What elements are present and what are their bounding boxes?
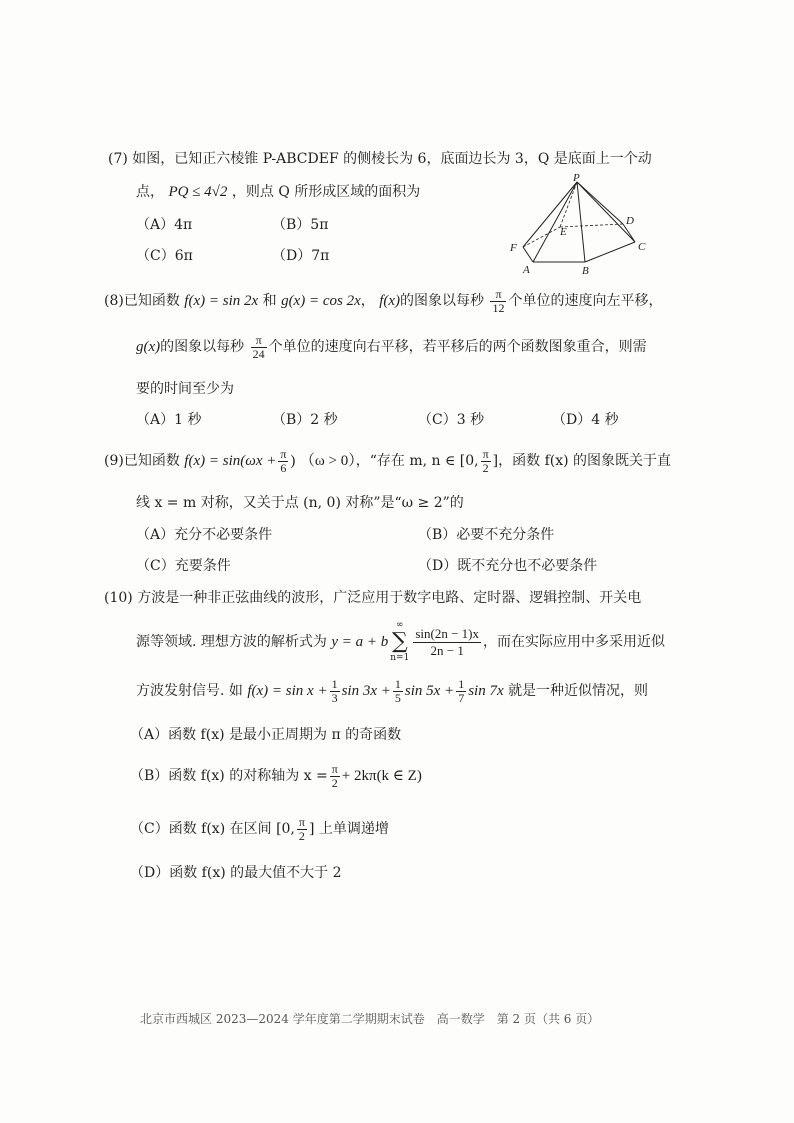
q10-line3	[136, 677, 648, 705]
q7-option-a: （A）4π	[136, 217, 193, 233]
q10-line2	[136, 620, 665, 664]
q8-text2b: 个单位的速度向右平移，若平移后的两个函数图象重合，则需	[268, 339, 647, 355]
q10-c2-num: 1	[394, 676, 401, 691]
q7-condition: PQ ≤ 4√2	[168, 184, 228, 200]
q10-c1-den: 3	[331, 690, 338, 705]
q8-text1a: 已知函数	[123, 293, 180, 309]
q10-t3: sin 7x	[468, 683, 504, 699]
q8-g-name: g(x)	[136, 339, 161, 355]
q8-frac1-den: 12	[492, 300, 505, 315]
q10-line1	[104, 589, 641, 607]
label-p: P	[573, 172, 580, 184]
q8-frac1	[490, 288, 506, 315]
q9-frac2-den: 2	[482, 460, 489, 475]
q10-c2-den: 5	[394, 690, 401, 705]
q10-option-a: （A）函数 f(x) 是最小正周期为 π 的奇函数	[130, 727, 402, 743]
q10-sum	[390, 620, 409, 664]
q10-option-c-den: 2	[298, 828, 305, 843]
q10-c1	[330, 678, 340, 705]
q9-text2: 线 x = m 对称，又关于点 (n, 0) 对称”是“ω ≥ 2”的	[136, 495, 464, 511]
label-e: E	[560, 226, 567, 238]
q9-text1b: ，“存在 m, n ∈ [0,	[355, 453, 479, 469]
q9-number: (9)	[104, 453, 124, 469]
q9-frac1-den: 6	[280, 460, 287, 475]
q10-option-b-text: （B）函数 f(x) 的对称轴为 x =	[130, 768, 328, 784]
q7-text2a: 点，	[136, 184, 164, 200]
q8-number: (8)	[104, 293, 124, 309]
q9-text1c: ]，函数 f(x) 的图象既关于直	[492, 453, 672, 469]
q10-sum-symbol: ∑	[391, 629, 408, 654]
q10-formula-num: sin(2n − 1)x	[415, 625, 480, 641]
q10-option-c-tail: ] 上单调递增	[308, 821, 389, 837]
q8-text3: 要的时间至少为	[136, 381, 234, 397]
q9-option-b: （B）必要不充分条件	[418, 527, 555, 543]
q10-t1: sin 3x +	[341, 683, 391, 699]
q10-text2a: 源等领域. 理想方波的解析式为	[136, 634, 327, 650]
q8-option-c: （C）3 秒	[418, 412, 485, 428]
q8-text1c: ，	[360, 293, 375, 309]
q9-f-close: )	[290, 453, 296, 469]
q10-sum-top: ∞	[396, 620, 404, 630]
q7-option-d: （D）7π	[272, 248, 330, 264]
q10-option-b-tail: + 2kπ(k ∈ Z)	[341, 768, 422, 784]
q8-option-a: （A）1 秒	[136, 412, 202, 428]
q9-line1	[104, 447, 671, 475]
q7-text1: 如图，已知正六棱锥 P-ABCDEF 的侧棱长为 6，底面边长为 3，Q 是底面上一个动	[132, 151, 652, 167]
q10-option-c	[130, 815, 389, 843]
q10-option-b-frac	[330, 763, 340, 790]
q9-option-c: （C）充要条件	[136, 558, 231, 574]
q9-cond: （ω > 0）	[299, 453, 356, 469]
q8-frac2-num: π	[251, 334, 267, 348]
label-f: F	[510, 242, 517, 254]
q10-c1-num: 1	[331, 676, 338, 691]
pyramid-figure	[505, 172, 650, 280]
q10-option-b	[130, 762, 422, 790]
q8-option-d: （D）4 秒	[552, 412, 619, 428]
q10-option-d: （D）函数 f(x) 的最大值不大于 2	[130, 865, 342, 881]
q7-text2b: ，则点 Q 所形成区域的面积为	[231, 184, 421, 200]
q8-g-def: g(x) = cos 2x	[281, 293, 361, 309]
q8-text1e: 个单位的速度向左平移，	[508, 293, 663, 309]
q8-frac1-num: π	[490, 288, 506, 302]
q10-formula-lhs: y = a + b	[331, 634, 389, 650]
label-c: C	[638, 241, 646, 253]
q8-f-def: f(x) = sin 2x	[184, 293, 259, 309]
q10-option-b-den: 2	[331, 775, 338, 790]
q10-formula-den: 2n − 1	[430, 642, 464, 658]
q8-option-b: （B）2 秒	[272, 412, 338, 428]
label-a: A	[523, 264, 530, 276]
q7-line1	[108, 150, 652, 168]
q9-frac2	[481, 448, 491, 475]
q10-option-c-num: π	[298, 814, 305, 829]
label-b: B	[582, 265, 589, 277]
q9-frac1-num: π	[280, 446, 287, 461]
q10-option-c-frac	[297, 816, 307, 843]
label-d: D	[626, 215, 634, 227]
q8-line1	[104, 287, 662, 315]
q8-line2	[136, 333, 647, 361]
q10-text3b: 就是一种近似情况，则	[508, 683, 649, 699]
q8-frac2	[251, 334, 267, 361]
q9-frac1	[278, 448, 288, 475]
q7-number: (7)	[108, 151, 128, 167]
q10-text1: 方波是一种非正弦曲线的波形，广泛应用于数字电路、定时器、逻辑控制、开关电	[137, 590, 642, 606]
q10-option-b-num: π	[331, 761, 338, 776]
q8-frac2-den: 24	[252, 346, 265, 361]
q7-option-b: （B）5π	[272, 217, 329, 233]
q10-option-c-text: （C）函数 f(x) 在区间 [0,	[130, 821, 295, 837]
q10-c2	[393, 678, 403, 705]
q10-text2b: ，而在实际应用中多采用近似	[483, 634, 666, 650]
q10-text3a: 方波发射信号. 如	[136, 683, 243, 699]
q9-option-a: （A）充分不必要条件	[136, 527, 273, 543]
q10-t2: sin 5x +	[404, 683, 455, 699]
q9-f-def: f(x) = sin(ωx +	[184, 453, 277, 469]
q10-c3	[456, 678, 466, 705]
q10-formula-frac	[413, 626, 481, 659]
q10-c3-num: 1	[458, 676, 465, 691]
q8-text2a: 的图象以每秒	[160, 339, 245, 355]
q10-f3: f(x) = sin x +	[247, 683, 328, 699]
page-footer: 北京市西城区 2023—2024 学年度第二学期期末试卷 高一数学 第 2 页（共 6 页）	[140, 1012, 600, 1026]
q9-text1a: 已知函数	[123, 453, 180, 469]
q10-c3-den: 7	[458, 690, 465, 705]
q7-line2	[136, 183, 420, 201]
q10-number: (10)	[104, 590, 133, 606]
q8-text1d: 的图象以每秒	[400, 293, 485, 309]
q8-text1b: 和	[262, 293, 277, 309]
q10-sum-bottom: n=1	[390, 653, 410, 663]
q9-option-d: （D）既不充分也不必要条件	[418, 558, 598, 574]
q8-f-name: f(x)	[379, 293, 401, 309]
q7-option-c: （C）6π	[136, 248, 193, 264]
q9-frac2-num: π	[482, 446, 489, 461]
